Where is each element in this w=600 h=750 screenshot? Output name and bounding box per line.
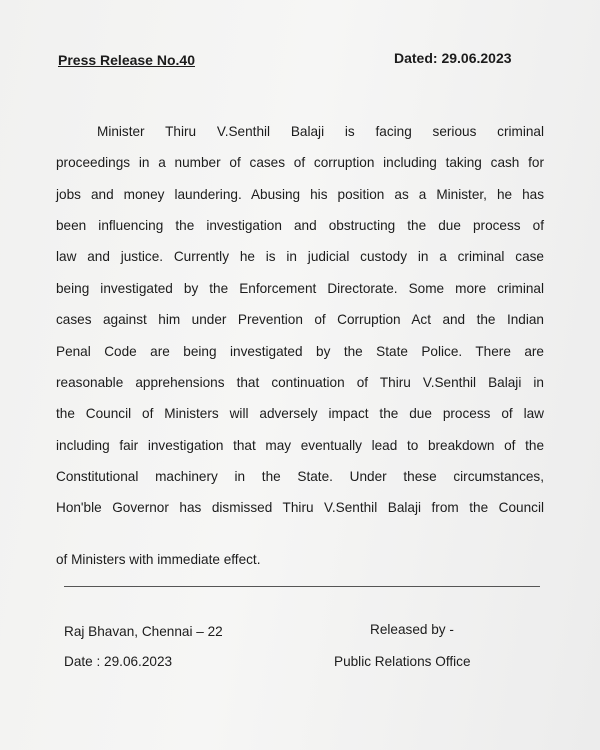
footer-place: Raj Bhavan, Chennai – 22 xyxy=(64,624,223,639)
body-line: jobs and money laundering. Abusing his position as a Minister, he has xyxy=(56,187,544,202)
footer-date: Date : 29.06.2023 xyxy=(64,654,173,669)
releasing-office: Public Relations Office xyxy=(334,654,471,669)
body-line: the Council of Ministers will adversely impact the due process of law xyxy=(56,406,544,421)
body-line: including fair investigation that may eventually lead to breakdown of the xyxy=(56,438,544,453)
divider xyxy=(64,586,540,587)
body-line: cases against him under Prevention of Corruption Act and the Indian xyxy=(56,312,544,327)
body-line: Minister Thiru V.Senthil Balaji is facing serious criminal xyxy=(97,124,544,139)
body-line: been influencing the investigation and obstructing the due process of xyxy=(56,218,544,233)
body-line: law and justice. Currently he is in judicial custody in a criminal case xyxy=(56,249,544,264)
body-line: being investigated by the Enforcement Directorate. Some more criminal xyxy=(56,281,544,296)
body-line: Hon'ble Governor has dismissed Thiru V.Senthil Balaji from the Council xyxy=(56,500,544,515)
body-line: reasonable apprehensions that continuation of Thiru V.Senthil Balaji in xyxy=(56,375,544,390)
press-release-title: Press Release No.40 xyxy=(58,52,195,68)
body-line: Penal Code are being investigated by the State Police. There are xyxy=(56,344,544,359)
release-date: Dated: 29.06.2023 xyxy=(394,50,512,66)
released-by-label: Released by - xyxy=(370,622,454,637)
body-line: proceedings in a number of cases of corruption including taking cash for xyxy=(56,155,544,170)
body-line: of Ministers with immediate effect. xyxy=(56,552,261,567)
body-line: Constitutional machinery in the State. Under these circumstances, xyxy=(56,469,544,484)
